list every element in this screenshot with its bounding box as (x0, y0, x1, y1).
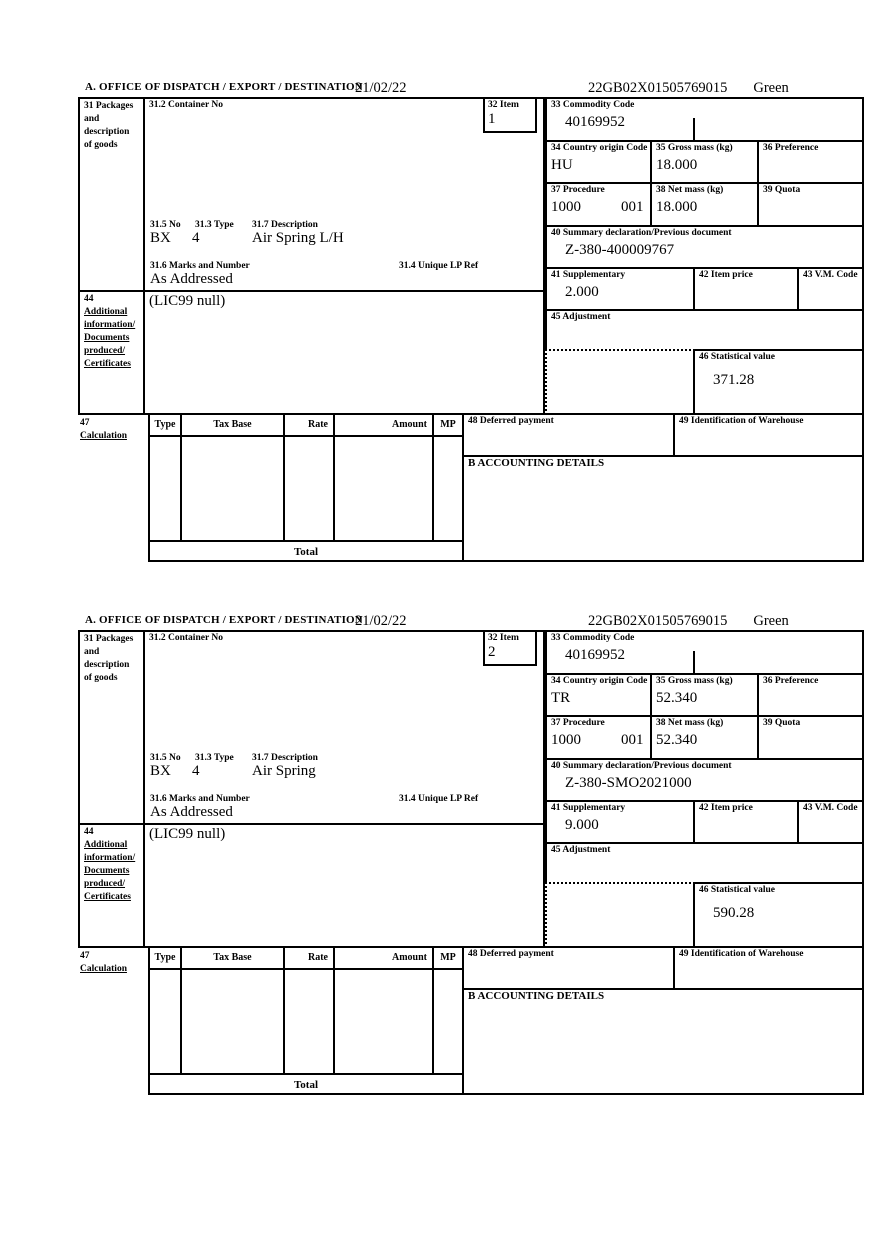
package-type-label: 31.3 Type (195, 753, 234, 763)
description-value: Air Spring L/H (252, 230, 344, 246)
calc-cell-amount (333, 968, 434, 1075)
box38-net-mass: 38 Net mass (kg) 52.340 (650, 715, 759, 760)
declaration-date: 21/02/22 (355, 80, 407, 96)
box46-statistical-value: 46 Statistical value 590.28 (693, 882, 864, 948)
box37-procedure: 37 Procedure 1000 001 (545, 182, 652, 227)
package-no-label: 31.5 No (150, 753, 181, 763)
marks-label: 31.6 Marks and Number (150, 794, 250, 804)
col-header-tax-base: Tax Base (180, 946, 285, 970)
commodity-code-divider (693, 118, 695, 142)
box38-net-mass: 38 Net mass (kg) 18.000 (650, 182, 759, 227)
box48-deferred-payment: 48 Deferred payment (462, 413, 675, 457)
marks-value: As Addressed (150, 804, 233, 820)
col-header-mp: MP (432, 946, 464, 970)
box43-vm-code: 43 V.M. Code (797, 800, 864, 844)
commodity-code-divider (693, 651, 695, 675)
box31-margin-label: 31 Packages and description of goods (78, 97, 145, 292)
procedure-value: 1000 001 (551, 732, 644, 748)
item-number: 2 (488, 644, 496, 660)
net-mass-value: 18.000 (656, 199, 698, 215)
calc-cell-amount (333, 435, 434, 542)
box32-item (483, 630, 537, 666)
country-origin-value: HU (551, 157, 573, 173)
country-origin-value: TR (551, 690, 571, 706)
calc-cell-rate (283, 435, 335, 542)
box40-summary-declaration: 40 Summary declaration/Previous document Z-380-400009767 (545, 225, 864, 269)
col-header-rate: Rate (283, 946, 335, 970)
col-header-type: Type (148, 413, 182, 437)
section-header (78, 81, 864, 97)
box43-vm-code: 43 V.M. Code (797, 267, 864, 311)
commodity-code-value: 40169952 (565, 114, 625, 130)
col-header-amount: Amount (333, 946, 434, 970)
box41-supplementary: 41 Supplementary 9.000 (545, 800, 695, 844)
declaration-reference (588, 613, 789, 630)
summary-declaration-value: Z-380-SMO2021000 (565, 775, 692, 791)
box36-preference: 36 Preference (757, 140, 864, 184)
declaration-reference (588, 80, 789, 97)
col-header-rate: Rate (283, 413, 335, 437)
box33-commodity-code: 33 Commodity Code 40169952 (545, 630, 864, 675)
package-type-value: 4 (192, 230, 200, 246)
package-type-value: 4 (192, 763, 200, 779)
box47-margin-label: 47 Calculation (80, 418, 127, 441)
status-green: Green (753, 613, 789, 629)
declaration-date: 21/02/22 (355, 613, 407, 629)
container-no-label: 31.2 Container No (149, 633, 223, 643)
calc-total-row: Total (148, 540, 464, 562)
procedure-value: 1000 001 (551, 199, 644, 215)
box44-dotted-extension (545, 349, 695, 415)
item-label: 32 Item (488, 633, 519, 643)
col-header-type: Type (148, 946, 182, 970)
statistical-value: 590.28 (713, 905, 755, 921)
declaration-item-section-2 (78, 614, 864, 1097)
box34-country-origin: 34 Country origin Code HU (545, 140, 652, 184)
accounting-details-box: B ACCOUNTING DETAILS (462, 455, 864, 562)
container-no-label: 31.2 Container No (149, 100, 223, 110)
box44-margin-label: 44 Additional information/ Documents produced/ Certificates (78, 823, 145, 948)
package-no-value: BX (150, 230, 171, 246)
box49-warehouse-id: 49 Identification of Warehouse (673, 946, 864, 990)
box39-quota: 39 Quota (757, 715, 864, 760)
calc-cell-mp (432, 968, 464, 1075)
box32-item (483, 97, 537, 133)
calc-cell-type (148, 968, 182, 1075)
description-label: 31.7 Description (252, 220, 318, 230)
box44-margin-label: 44 Additional information/ Documents produced/ Certificates (78, 290, 145, 415)
box44-additional-info (143, 823, 545, 948)
office-of-dispatch-title: A. OFFICE OF DISPATCH / EXPORT / DESTINATION (85, 614, 363, 626)
calc-total-row: Total (148, 1073, 464, 1095)
supplementary-value: 9.000 (565, 817, 599, 833)
box47-margin-label: 47 Calculation (80, 951, 127, 974)
box49-warehouse-id: 49 Identification of Warehouse (673, 413, 864, 457)
box36-preference: 36 Preference (757, 673, 864, 717)
box40-summary-declaration: 40 Summary declaration/Previous document Z-380-SMO2021000 (545, 758, 864, 802)
unique-lp-ref-label: 31.4 Unique LP Ref (399, 261, 479, 271)
package-type-label: 31.3 Type (195, 220, 234, 230)
calc-cell-tax-base (180, 968, 285, 1075)
box45-adjustment: 45 Adjustment (545, 842, 864, 884)
box44-additional-info (143, 290, 545, 415)
additional-info-value: (LIC99 null) (149, 293, 226, 309)
calc-cell-rate (283, 968, 335, 1075)
marks-label: 31.6 Marks and Number (150, 261, 250, 271)
box35-gross-mass: 35 Gross mass (kg) 18.000 (650, 140, 759, 184)
status-green: Green (753, 80, 789, 96)
reference-number: 22GB02X01505769015 (588, 613, 728, 629)
office-of-dispatch-title: A. OFFICE OF DISPATCH / EXPORT / DESTINATION (85, 81, 363, 93)
package-no-label: 31.5 No (150, 220, 181, 230)
col-header-tax-base: Tax Base (180, 413, 285, 437)
calc-cell-mp (432, 435, 464, 542)
box39-quota: 39 Quota (757, 182, 864, 227)
box31-margin-label: 31 Packages and description of goods (78, 630, 145, 825)
package-no-value: BX (150, 763, 171, 779)
box46-statistical-value: 46 Statistical value 371.28 (693, 349, 864, 415)
box37-procedure: 37 Procedure 1000 001 (545, 715, 652, 760)
item-number: 1 (488, 111, 496, 127)
accounting-details-box: B ACCOUNTING DETAILS (462, 988, 864, 1095)
col-header-mp: MP (432, 413, 464, 437)
gross-mass-value: 52.340 (656, 690, 698, 706)
calc-cell-tax-base (180, 435, 285, 542)
box42-item-price: 42 Item price (693, 267, 799, 311)
box33-commodity-code: 33 Commodity Code 40169952 (545, 97, 864, 142)
box44-dotted-extension (545, 882, 695, 948)
box42-item-price: 42 Item price (693, 800, 799, 844)
description-label: 31.7 Description (252, 753, 318, 763)
calc-cell-type (148, 435, 182, 542)
box35-gross-mass: 35 Gross mass (kg) 52.340 (650, 673, 759, 717)
box45-adjustment: 45 Adjustment (545, 309, 864, 351)
commodity-code-value: 40169952 (565, 647, 625, 663)
additional-info-value: (LIC99 null) (149, 826, 226, 842)
unique-lp-ref-label: 31.4 Unique LP Ref (399, 794, 479, 804)
summary-declaration-value: Z-380-400009767 (565, 242, 675, 258)
supplementary-value: 2.000 (565, 284, 599, 300)
col-header-amount: Amount (333, 413, 434, 437)
section-header (78, 614, 864, 630)
marks-value: As Addressed (150, 271, 233, 287)
box48-deferred-payment: 48 Deferred payment (462, 946, 675, 990)
box41-supplementary: 41 Supplementary 2.000 (545, 267, 695, 311)
declaration-item-section-1 (78, 81, 864, 564)
statistical-value: 371.28 (713, 372, 755, 388)
item-label: 32 Item (488, 100, 519, 110)
gross-mass-value: 18.000 (656, 157, 698, 173)
net-mass-value: 52.340 (656, 732, 698, 748)
box34-country-origin: 34 Country origin Code TR (545, 673, 652, 717)
description-value: Air Spring (252, 763, 316, 779)
reference-number: 22GB02X01505769015 (588, 80, 728, 96)
